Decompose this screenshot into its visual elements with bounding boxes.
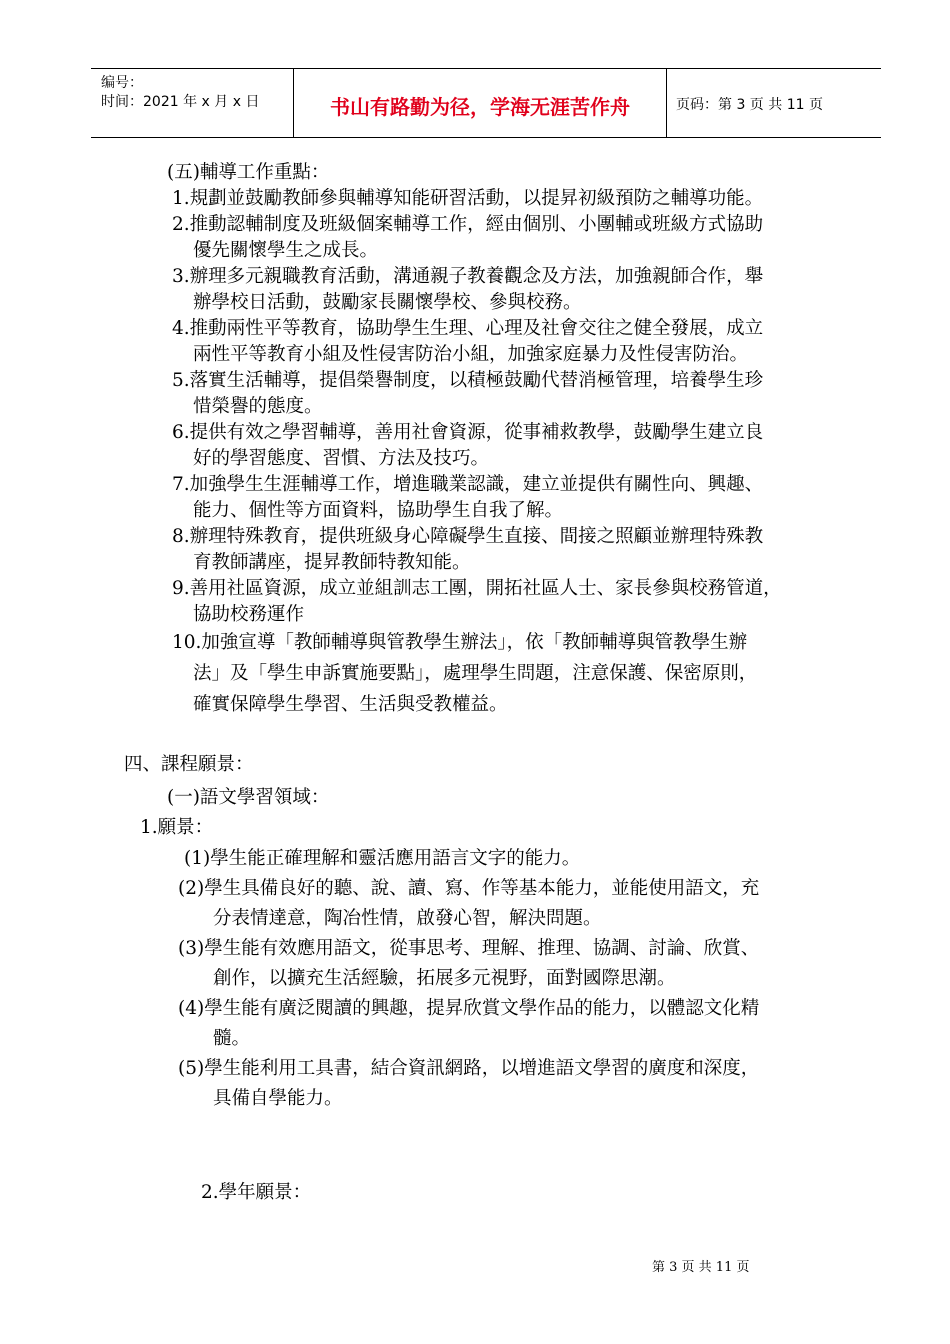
list-item: 3.辦理多元親職教育活動，溝通親子教養觀念及方法，加強親師合作，舉 xyxy=(172,266,764,287)
header-motto: 书山有路勤为径，学海无涯苦作舟 xyxy=(330,95,630,119)
list-item: 4.推動兩性平等教育，協助學生生理、心理及社會交往之健全發展，成立 xyxy=(172,318,764,339)
vision-item: (1)學生能正確理解和靈活應用語言文字的能力。 xyxy=(184,848,581,869)
subsection-heading: (一)語文學習領域： xyxy=(167,787,330,808)
section-heading: 四、課程願景： xyxy=(124,754,254,775)
vision-item: (3)學生能有效應用語文，從事思考、理解、推理、協調、討論、欣賞、 xyxy=(178,938,760,959)
list-item-continuation: 育教師講座，提昇教師特教知能。 xyxy=(193,552,471,573)
list-item: 8.辦理特殊教育，提供班級身心障礙學生直接、間接之照顧並辦理特殊教 xyxy=(172,526,764,547)
list-item: 9.善用社區資源，成立並組訓志工團，開拓社區人士、家長參與校務管道， xyxy=(172,578,782,599)
vision-item: (4)學生能有廣泛閱讀的興趣，提昇欣賞文學作品的能力，以體認文化精 xyxy=(178,998,760,1019)
list-item-continuation: 確實保障學生學習、生活與受教權益。 xyxy=(193,694,508,715)
list-item-continuation: 法」及「學生申訴實施要點」，處理學生問題，注意保護、保密原則， xyxy=(193,663,758,684)
doc-time: 时间：2021 年 x 月 x 日 xyxy=(101,94,260,110)
list-item-continuation: 惜榮譽的態度。 xyxy=(193,396,323,417)
list-item: 1.規劃並鼓勵教師參與輔導知能研習活動，以提昇初級預防之輔導功能。 xyxy=(172,188,764,209)
header-page-cell xyxy=(666,69,881,137)
list-item-continuation: 能力、個性等方面資料，協助學生自我了解。 xyxy=(193,500,564,521)
list-item: 7.加強學生生涯輔導工作，增進職業認識，建立並提供有關性向、興趣、 xyxy=(172,474,764,495)
year-vision-heading: 2.學年願景： xyxy=(201,1182,312,1203)
vision-item: (2)學生具備良好的聽、說、讀、寫、作等基本能力，並能使用語文，充 xyxy=(178,878,760,899)
header-page-number: 页码：第 3 页 共 11 页 xyxy=(676,97,823,113)
list-item: 6.提供有效之學習輔導，善用社會資源，從事補救教學，鼓勵學生建立良 xyxy=(172,422,764,443)
list-item: 5.落實生活輔導，提倡榮譽制度，以積極鼓勵代替消極管理，培養學生珍 xyxy=(172,370,764,391)
vision-item: (5)學生能利用工具書，結合資訊網路，以增進語文學習的廣度和深度， xyxy=(178,1058,760,1079)
list-item-continuation: 協助校務運作 xyxy=(193,604,305,625)
vision-heading: 1.願景： xyxy=(140,817,214,838)
list-item-continuation: 優先關懷學生之成長。 xyxy=(193,240,379,261)
vision-item-continuation: 具備自學能力。 xyxy=(213,1088,343,1109)
vision-item-continuation: 創作，以擴充生活經驗，拓展多元視野，面對國際思潮。 xyxy=(213,968,676,989)
header-motto-cell xyxy=(293,69,667,137)
header-meta xyxy=(91,69,293,137)
list-item-continuation: 兩性平等教育小組及性侵害防治小組，加強家庭暴力及性侵害防治。 xyxy=(193,344,749,365)
page-footer: 第 3 页 共 11 页 xyxy=(652,1260,750,1275)
list-item: 10.加強宣導「教師輔導與管教學生辦法」，依「教師輔導與管教學生辦 xyxy=(172,632,748,653)
vision-item-continuation: 分表情達意，陶冶性情，啟發心智，解決問題。 xyxy=(213,908,602,929)
list-item-continuation: 辦學校日活動，鼓勵家長關懷學校、參與校務。 xyxy=(193,292,582,313)
list-item-continuation: 好的學習態度、習慣、方法及技巧。 xyxy=(193,448,490,469)
vision-item-continuation: 髓。 xyxy=(213,1028,251,1049)
list-item: 2.推動認輔制度及班級個案輔導工作，經由個別、小團輔或班級方式協助 xyxy=(172,214,764,235)
section-title: (五)輔導工作重點： xyxy=(167,162,330,183)
page-header xyxy=(91,68,881,138)
doc-number: 编号： xyxy=(101,75,143,91)
